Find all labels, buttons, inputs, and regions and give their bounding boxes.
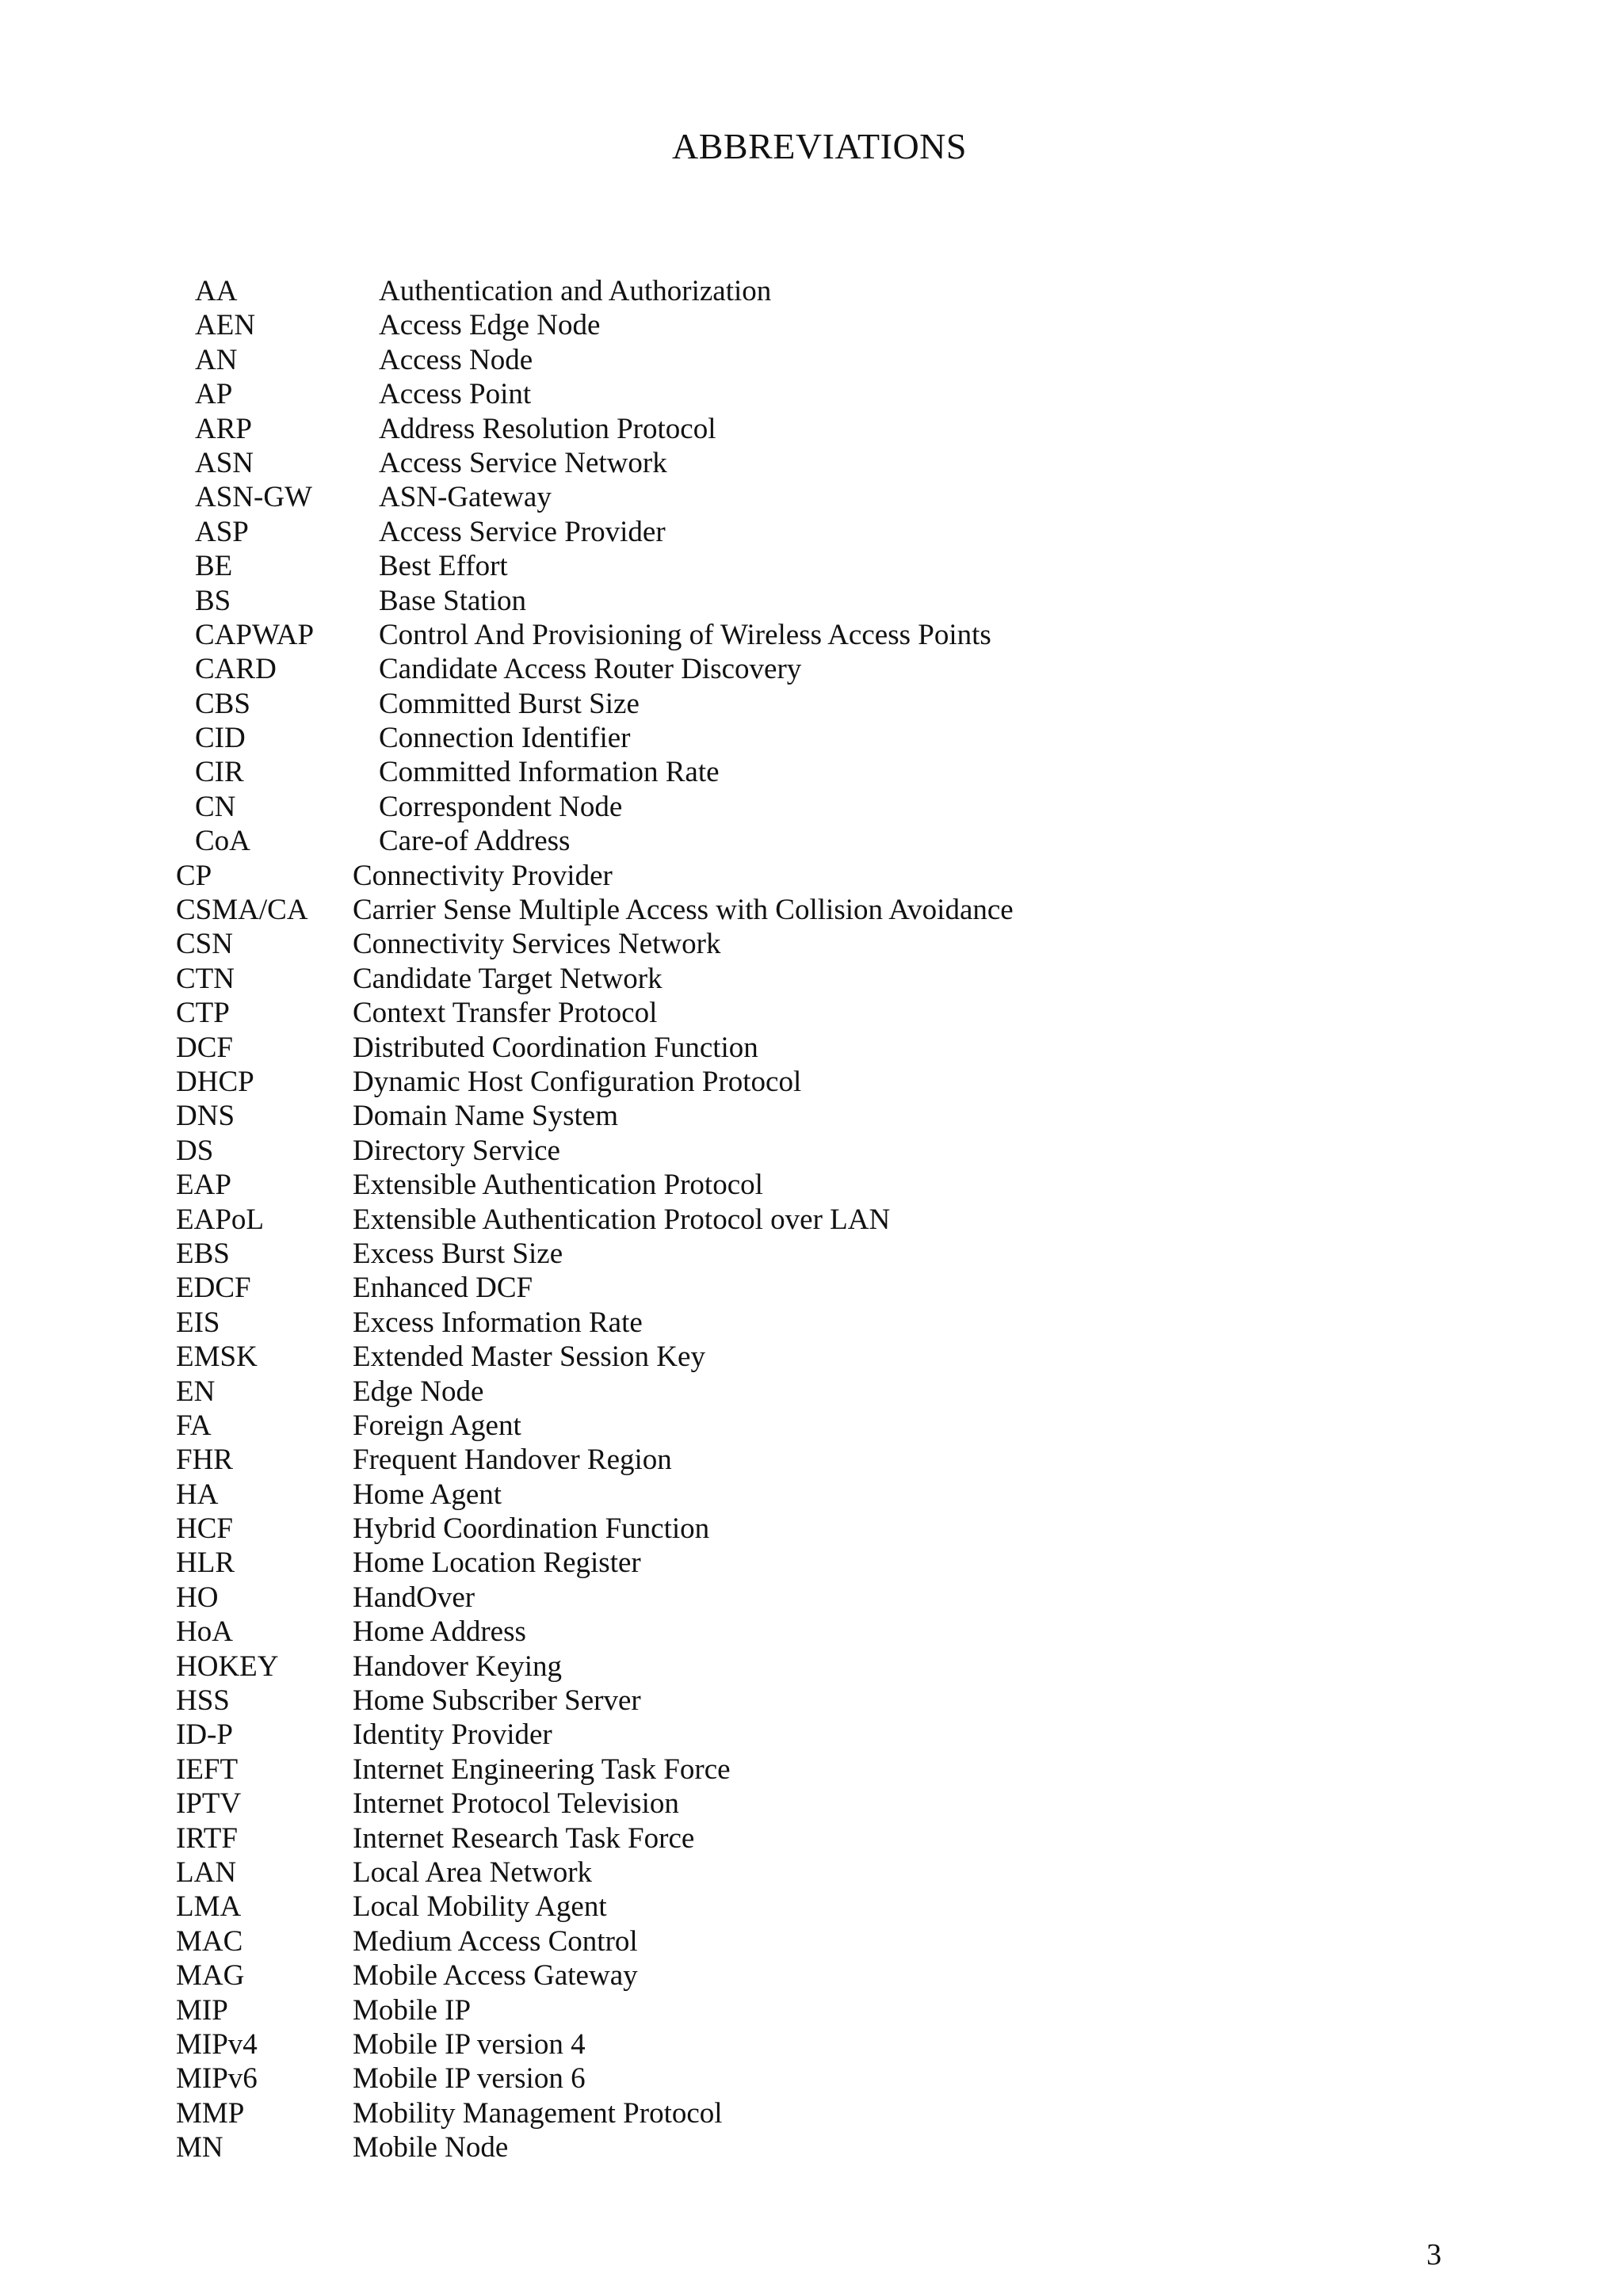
abbreviation-row [0, 480, 1623, 514]
abbreviation: EAPoL [176, 1203, 264, 1236]
abbreviation-row [0, 1890, 1623, 1924]
abbreviation-definition: Mobile Node [353, 2131, 509, 2164]
abbreviation-definition: Mobility Management Protocol [353, 2096, 723, 2130]
abbreviation: HSS [176, 1684, 230, 1718]
abbreviation: CP [176, 859, 212, 892]
abbreviation: EIS [176, 1306, 220, 1339]
abbreviation-row [0, 618, 1623, 652]
abbreviation-definition: Committed Burst Size [379, 687, 640, 720]
abbreviation: ASP [195, 515, 249, 548]
abbreviation-row [0, 1924, 1623, 1958]
abbreviation-definition: Candidate Target Network [353, 962, 663, 995]
abbreviation-row [0, 1753, 1623, 1787]
abbreviation-definition: Excess Burst Size [353, 1237, 563, 1270]
abbreviation-row [0, 446, 1623, 480]
abbreviation-definition: Home Location Register [353, 1547, 641, 1580]
abbreviation-row [0, 996, 1623, 1030]
abbreviation-definition: Distributed Coordination Function [353, 1031, 758, 1064]
abbreviation: LMA [176, 1890, 242, 1924]
abbreviation-row [0, 274, 1623, 308]
abbreviation-definition: ASN-Gateway [379, 481, 552, 514]
abbreviation: EBS [176, 1237, 230, 1270]
abbreviation-row [0, 1409, 1623, 1443]
abbreviation-definition: Carrier Sense Multiple Access with Collision Avoidance [353, 894, 1014, 927]
abbreviation: AP [195, 378, 233, 411]
abbreviation: CBS [195, 687, 250, 720]
abbreviation-row [0, 1684, 1623, 1718]
abbreviation-row [0, 1993, 1623, 2027]
abbreviation: CoA [195, 825, 250, 858]
abbreviation-definition: Extended Master Session Key [353, 1341, 705, 1374]
abbreviation-row [0, 412, 1623, 446]
abbreviation-row [0, 687, 1623, 721]
abbreviation: DS [176, 1134, 214, 1167]
page-title: ABBREVIATIONS [672, 126, 967, 166]
abbreviation-row [0, 1546, 1623, 1580]
abbreviation-definition: Extensible Authentication Protocol [353, 1169, 763, 1202]
abbreviation-definition: Local Area Network [353, 1855, 593, 1889]
abbreviation-definition: Frequent Handover Region [353, 1444, 672, 1477]
abbreviation: MIP [176, 1993, 228, 2027]
abbreviation: CSMA/CA [176, 894, 308, 927]
abbreviation-definition: Mobile Access Gateway [353, 1959, 638, 1993]
abbreviation-definition: Mobile IP [353, 1993, 472, 2027]
abbreviation-definition: Internet Engineering Task Force [353, 1753, 731, 1786]
abbreviation: DHCP [176, 1065, 254, 1098]
abbreviation-definition: Access Service Network [379, 446, 667, 479]
abbreviation-definition: Care-of Address [379, 825, 571, 858]
abbreviation-definition: Correspondent Node [379, 790, 623, 823]
abbreviation-row [0, 652, 1623, 686]
abbreviation-definition: Access Service Provider [379, 515, 666, 548]
abbreviation-row [0, 1478, 1623, 1512]
abbreviation-definition: Foreign Agent [353, 1409, 521, 1442]
abbreviation: DNS [176, 1100, 235, 1133]
abbreviation-row [0, 2027, 1623, 2061]
abbreviation: AEN [195, 309, 256, 342]
abbreviation-row [0, 1237, 1623, 1271]
abbreviation-row [0, 1650, 1623, 1684]
abbreviation-definition: Authentication and Authorization [379, 275, 772, 307]
abbreviation-definition: Handover Keying [353, 1650, 563, 1683]
abbreviation-definition: Address Resolution Protocol [379, 412, 716, 445]
abbreviation-definition: Best Effort [379, 550, 508, 583]
abbreviation: CTP [176, 997, 230, 1030]
abbreviation: CAPWAP [195, 618, 315, 651]
abbreviation-definition: Home Address [353, 1615, 526, 1649]
abbreviation-row [0, 1512, 1623, 1546]
abbreviation-row [0, 2130, 1623, 2164]
abbreviation-definition: Mobile IP version 6 [353, 2062, 586, 2096]
abbreviation: HOKEY [176, 1650, 279, 1683]
abbreviation-row [0, 515, 1623, 549]
abbreviation-row [0, 1099, 1623, 1133]
abbreviation-definition: Home Agent [353, 1478, 502, 1511]
abbreviation-row [0, 1375, 1623, 1409]
abbreviation: AA [195, 275, 238, 307]
abbreviation-row [0, 927, 1623, 961]
abbreviation-row [0, 1443, 1623, 1477]
abbreviation-definition: Access Edge Node [379, 309, 601, 342]
abbreviation-row [0, 721, 1623, 755]
abbreviation-definition: Base Station [379, 584, 527, 617]
abbreviation: BS [195, 584, 231, 617]
abbreviation-definition: Access Node [379, 343, 533, 376]
abbreviation-row [0, 308, 1623, 342]
abbreviation-row [0, 1168, 1623, 1202]
abbreviation: ASN-GW [195, 481, 312, 514]
abbreviation: CID [195, 722, 246, 755]
abbreviation-definition: Extensible Authentication Protocol over LAN [353, 1203, 891, 1236]
abbreviation-row [0, 1718, 1623, 1752]
abbreviation-row [0, 1615, 1623, 1649]
abbreviation: MMP [176, 2096, 245, 2130]
abbreviation: HCF [176, 1512, 233, 1546]
abbreviation-row [0, 1134, 1623, 1168]
abbreviation-definition: Mobile IP version 4 [353, 2027, 586, 2061]
abbreviation-row [0, 1340, 1623, 1374]
abbreviation: CTN [176, 962, 235, 995]
abbreviation-definition: Medium Access Control [353, 1924, 638, 1958]
abbreviation: MIPv4 [176, 2027, 258, 2061]
abbreviation: CARD [195, 653, 277, 686]
abbreviation-definition: Access Point [379, 378, 532, 411]
abbreviation-row [0, 1958, 1623, 1993]
abbreviation-definition: Edge Node [353, 1375, 484, 1408]
abbreviation-definition: Internet Research Task Force [353, 1821, 695, 1855]
abbreviation-row [0, 1271, 1623, 1305]
abbreviation-definition: Domain Name System [353, 1100, 619, 1133]
abbreviation: AN [195, 343, 238, 376]
abbreviation: IRTF [176, 1821, 238, 1855]
abbreviation-definition: Candidate Access Router Discovery [379, 653, 802, 686]
abbreviation-row [0, 1855, 1623, 1890]
abbreviation-definition: Excess Information Rate [353, 1306, 643, 1339]
abbreviation-row [0, 859, 1623, 893]
abbreviation: MIPv6 [176, 2062, 258, 2096]
abbreviation-row [0, 1203, 1623, 1237]
abbreviation: DCF [176, 1031, 233, 1064]
abbreviation-definition: Connection Identifier [379, 722, 631, 755]
abbreviation-definition: Directory Service [353, 1134, 560, 1167]
abbreviation-row [0, 1787, 1623, 1821]
abbreviation: IPTV [176, 1787, 242, 1821]
abbreviation-list [0, 274, 1623, 2164]
abbreviation: ASN [195, 446, 254, 479]
abbreviation: HLR [176, 1547, 235, 1580]
abbreviation-definition: Connectivity Services Network [353, 928, 721, 961]
abbreviation-row [0, 1031, 1623, 1065]
abbreviation-definition: Internet Protocol Television [353, 1787, 679, 1821]
abbreviation-definition: Control And Provisioning of Wireless Access Points [379, 618, 991, 651]
abbreviation-definition: Context Transfer Protocol [353, 997, 658, 1030]
abbreviation-row [0, 377, 1623, 411]
abbreviation: EAP [176, 1169, 231, 1202]
abbreviation: CIR [195, 756, 244, 789]
abbreviation-row [0, 790, 1623, 824]
abbreviation-definition: Identity Provider [353, 1718, 552, 1752]
abbreviation-definition: HandOver [353, 1581, 475, 1614]
abbreviation: EDCF [176, 1272, 251, 1305]
abbreviation-definition: Home Subscriber Server [353, 1684, 641, 1718]
abbreviation-row [0, 2061, 1623, 2096]
abbreviation-row [0, 1821, 1623, 1855]
abbreviation-definition: Local Mobility Agent [353, 1890, 607, 1924]
abbreviation: ID-P [176, 1718, 233, 1752]
abbreviation-row [0, 962, 1623, 996]
abbreviation: MN [176, 2131, 223, 2164]
abbreviation-definition: Connectivity Provider [353, 859, 613, 892]
abbreviation: HA [176, 1478, 219, 1511]
abbreviation-row [0, 2096, 1623, 2130]
abbreviation-definition: Enhanced DCF [353, 1272, 533, 1305]
abbreviation: IEFT [176, 1753, 239, 1786]
abbreviation: HO [176, 1581, 219, 1614]
abbreviation: MAC [176, 1924, 243, 1958]
abbreviation-row [0, 1306, 1623, 1340]
abbreviation: ARP [195, 412, 252, 445]
abbreviation: EN [176, 1375, 216, 1408]
abbreviation: EMSK [176, 1341, 258, 1374]
abbreviation-definition: Hybrid Coordination Function [353, 1512, 710, 1546]
abbreviation: FHR [176, 1444, 233, 1477]
abbreviation-row [0, 893, 1623, 927]
abbreviation-row [0, 755, 1623, 789]
abbreviation: MAG [176, 1959, 245, 1993]
abbreviation-row [0, 1581, 1623, 1615]
abbreviation-row [0, 1065, 1623, 1099]
abbreviation-row [0, 549, 1623, 583]
page-number: 3 [1426, 2238, 1442, 2271]
abbreviation: CN [195, 790, 236, 823]
abbreviation-row [0, 584, 1623, 618]
abbreviation-definition: Committed Information Rate [379, 756, 720, 789]
abbreviation: HoA [176, 1615, 233, 1649]
abbreviation: BE [195, 550, 233, 583]
abbreviation: LAN [176, 1855, 237, 1889]
abbreviation-definition: Dynamic Host Configuration Protocol [353, 1065, 802, 1098]
abbreviation-row [0, 824, 1623, 858]
abbreviation: FA [176, 1409, 212, 1442]
abbreviation-row [0, 343, 1623, 377]
abbreviation: CSN [176, 928, 233, 961]
